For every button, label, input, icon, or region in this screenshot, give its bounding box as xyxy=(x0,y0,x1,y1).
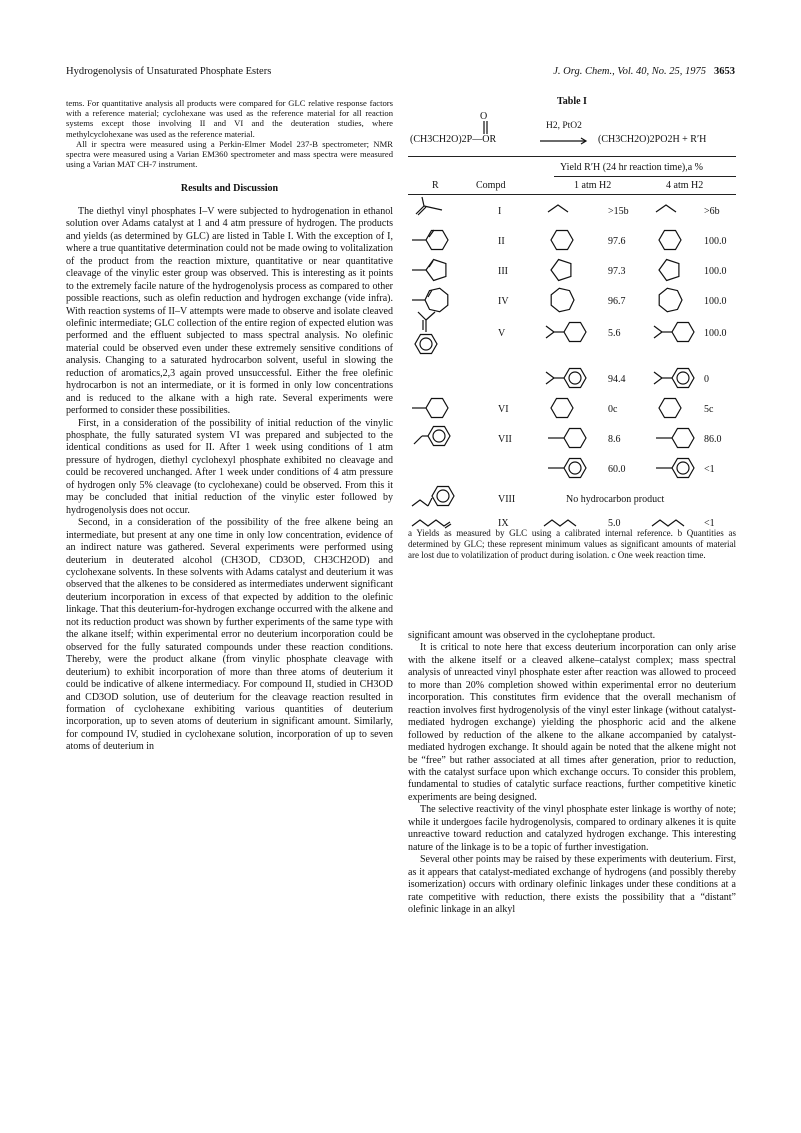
header-1atm: 1 atm H2 xyxy=(574,180,612,191)
right-column xyxy=(408,630,736,916)
compd-label: V xyxy=(498,328,506,339)
yield-1atm: 5.0 xyxy=(608,518,621,529)
cycloheptenyl-icon xyxy=(412,286,456,316)
cyclohexane-icon xyxy=(544,226,588,256)
cumene-icon xyxy=(652,364,696,394)
yield-4atm: 100.0 xyxy=(704,296,727,307)
compd-label: II xyxy=(498,236,505,247)
compd-label: IX xyxy=(498,518,509,529)
intro-paragraph: tems. For quantitative analysis all products were compared for GLC relative response factors with a reference material; cyclohexane was used as the reference material for all reaction systems except those involving II and VI and the deuteration studies, where methylcyclohexane was used as the reference material. xyxy=(66,98,393,139)
table-title: Table I xyxy=(557,96,587,107)
yield-4atm: 100.0 xyxy=(704,328,727,339)
running-title: Hydrogenolysis of Unsaturated Phosphate Esters xyxy=(66,66,272,77)
table-body xyxy=(408,192,736,529)
yield-1atm: 0c xyxy=(608,404,618,415)
yield-1atm: 60.0 xyxy=(608,464,626,475)
products-formula: (CH3CH2O)2PO2H + R′H xyxy=(598,134,707,145)
yield-4atm: 100.0 xyxy=(704,236,727,247)
yield-1atm: 97.6 xyxy=(608,236,626,247)
cyclohexane-icon xyxy=(652,226,696,256)
yield-4atm: >6b xyxy=(704,206,720,217)
methylcyclohexane-icon xyxy=(652,424,696,454)
phosphoryl-oxygen-icon xyxy=(478,110,498,136)
svg-text:O: O xyxy=(480,111,488,122)
header-compd: Compd xyxy=(476,180,506,191)
body-paragraph: Second, in a consideration of the possibility of the free alkene being an intermediate, but present at any one time in only low concentration, evidence of an indirect nature was gathered. Several experiments were performed using deuterium in deuterated alcohol (CH3OD, CD3OD, CH3CH2OD) and cyclohexane solvents. In these solvents with Adams catalyst and deuterium it was observed that the alkenes to be considered as intermediates underwent significant deuterium incorporation in excess of that expected by addition to the olefinic linkage. That this deuterium-for-hydrogen exchange occurred with the alkene and not its reduction product was shown by further experiments of the same type with the alkane itself; within experimental error no deuterium incorporation could be observed for the fully saturated compounds under these reaction conditions. Thereby, were the product alkane (from vinylic phosphate cleavage with deuterium) to exhibit incorporation of more than three atoms of deuterium it could be indicative of alkene intermediacy. For compound II, studied in CH3OD and CD3OD solution, use of deuterium for the cleavage reaction resulted in formation of cyclohexane exhibiting various quantities of deuterium incorporation, up to seven atoms of deuterium in significant amount. Similarly, for compound IV, studied in cyclohexane solution, incorporation of up to seven atoms of deuterium in xyxy=(66,517,393,753)
body-paragraph: Several other points may be raised by these experiments with deuterium. First, as it appears that catalyst-mediated exchange of hydrogens (and possibly thereby isomerization) occurs with ordinary olefinic linkages under these conditions at a rate competitive with reduction, there exists the possibility that a “distant” olefinic linkage in an alkyl xyxy=(408,854,736,915)
yield-4atm: <1 xyxy=(704,464,715,475)
journal-citation xyxy=(553,66,735,77)
yield-1atm: 96.7 xyxy=(608,296,626,307)
cycloheptane-icon xyxy=(544,286,588,316)
reaction-scheme xyxy=(408,110,736,156)
header-4atm: 4 atm H2 xyxy=(666,180,704,191)
cyclopentenyl-icon xyxy=(412,256,456,286)
cyclohexane-icon xyxy=(652,394,696,424)
yield-4atm: 100.0 xyxy=(704,266,727,277)
yield-4atm: 5c xyxy=(704,404,714,415)
compd-label: III xyxy=(498,266,508,277)
table-row xyxy=(408,290,736,320)
propane-icon xyxy=(652,196,696,226)
isopropenyl-icon xyxy=(412,196,456,226)
header-yield: Yield R′H (24 hr reaction time),a % xyxy=(560,162,703,173)
left-column xyxy=(66,98,393,754)
toluene-icon xyxy=(652,454,696,484)
table-header xyxy=(408,156,736,192)
yield-4atm: <1 xyxy=(704,518,715,529)
table-footnote: a Yields as measured by GLC using a calibrated internal reference. b Quantities as determined by GLC; these represent minimum values as significant amounts of material are lost due to volatilization of product during isolation. c One week reaction time. xyxy=(408,528,736,560)
cyclohexyl-icon xyxy=(412,394,456,424)
isopropylcyclohexane-icon xyxy=(652,318,696,348)
table-1 xyxy=(408,96,736,529)
compd-label: IV xyxy=(498,296,509,307)
cyclohexane-icon xyxy=(544,394,588,424)
row-note: No hydrocarbon product xyxy=(566,494,665,505)
reagents: H2, PtO2 xyxy=(546,121,582,131)
propane-icon xyxy=(544,196,588,226)
yield-1atm: 97.3 xyxy=(608,266,626,277)
yield-1atm: >15b xyxy=(608,206,629,217)
page-number: 3653 xyxy=(714,66,735,77)
journal-name: J. Org. Chem., Vol. 40, No. 25, 1975 xyxy=(553,66,706,77)
yield-1atm: 94.4 xyxy=(608,374,626,385)
body-paragraph: significant amount was observed in the cycloheptane product. xyxy=(408,630,656,641)
section-heading: Results and Discussion xyxy=(180,183,279,195)
compd-label: VII xyxy=(498,434,512,445)
phenylpropenyl-icon xyxy=(412,318,456,348)
cyclopentane-icon xyxy=(652,256,696,286)
header-r: R xyxy=(432,180,439,191)
methylcyclohexane-icon xyxy=(544,424,588,454)
body-paragraph: It is critical to note here that excess deuterium incorporation can only arise with the alkene itself or a cleaved alkene–catalyst complex; mass spectral analysis of unreacted vinyl phosphate ester after reaction was allowed to proceed to more than 20% completion showed within experimental error no deuterium incorporation. This constitutes firm evidence that the overall mechanism of reaction involves first hydrogenolysis of the vinyl ester linkage (without catalyst-mediated hydrogen exchange) yielding the phosphoric acid and the alkene followed by reduction of the alkene to the alkane accompanied by catalyst-mediated hydrogen exchange. It should again be noted that the alkene might not be “free” but rather associated at all times after generation, prior to reduction, with the catalyst surface upon which exchange occurs. To consider this problem, fundamental to studies of catalytic surface reactions, further competitive kinetic experiments are being designed. xyxy=(408,642,736,803)
reactant-formula: (CH3CH2O)2P—OR xyxy=(410,134,497,145)
cyclohexenyl-icon xyxy=(412,226,456,256)
yield-4atm: 0 xyxy=(704,374,709,385)
table-row xyxy=(408,458,736,488)
benzylidene-icon xyxy=(412,424,456,454)
cyclopentane-icon xyxy=(544,256,588,286)
compd-label: VIII xyxy=(498,494,516,505)
body-paragraph: The selective reactivity of the vinyl phosphate ester linkage is worthy of note; while it undergoes facile hydrogenolysis, compared to ordinary alkenes it is quite unreactive toward reduction and catalyzed hydrogen exchange. This interesting nature of the linkage is to be a topic of further investigation. xyxy=(408,804,736,853)
toluene-icon xyxy=(544,454,588,484)
table-row xyxy=(408,322,736,352)
reaction-arrow-icon xyxy=(540,137,590,145)
experimental-tail xyxy=(66,98,393,169)
running-header xyxy=(66,66,735,80)
instrument-paragraph: All ir spectra were measured using a Perkin-Elmer Model 237-B spectrometer; NMR spectra were measured using a Varian EM360 spectrometer and mass spectra were measured using a Varian MAT CH-7 instrument. xyxy=(66,138,393,170)
body-paragraph: First, in a consideration of the possibility of initial reduction of the vinylic phosphate, the fully saturated system VI was prepared and subjected to the identical conditions as used for II. After 1 week using conditions of 1 atm pressure of hydrogen, diethyl cyclohexyl phosphate exhibited no cleavage and could be recovered unchanged. After 1 week under conditions of 4 atm pressure of hydrogen only 5% cleavage (to cyclohexane) could be observed. From this it may be concluded that initial reduction of the vinylic ester followed by hydrogenolysis does not occur. xyxy=(66,417,393,516)
compd-label: I xyxy=(498,206,502,217)
cumene-icon xyxy=(544,364,588,394)
yield-1atm: 8.6 xyxy=(608,434,621,445)
compd-label: VI xyxy=(498,404,509,415)
body-paragraph: The diethyl vinyl phosphates I–V were subjected to hydrogenation in ethanol solution over Adams catalyst at 1 and 4 atm pressure of hydrogen. The products and yields (as determined by GLC) are listed in Table I. With the exception of I, where a true quantitative determination could not be made owing to volitalization of the product from the reaction mixture, quantitative or near quantitative cleavage of the vinylic ester group was observed. This is interesting as it points to the extremely facile nature of the hydrogenolysis process as compared to other possible reactions, such as olefin reduction and hydrogen exchange (vide infra). With reaction systems of II–V attempts were made to observe and isolate cleaved olefinic intermediate; GLC collection of the entire region of expected elution was performed and the effluent subjected to mass spectral analysis. No olefinic material could be observed even under these extremely sensitive conditions of analysis. Changing to a saturated hydrocarbon solvent, useful in slowing the reduction of aromatics,2,3 again proved unsuccessful. Either the free olefinic hydrocarbon is not an intermediate, or it is formed in only low concentrations and is reduced to the alkane with a high rate. Several experiments were performed to consider these possibilities. xyxy=(66,205,393,417)
yield-1atm: 5.6 xyxy=(608,328,621,339)
yield-4atm: 86.0 xyxy=(704,434,722,445)
isopropylcyclohexane-icon xyxy=(544,318,588,348)
header-subrule xyxy=(554,176,736,177)
cycloheptane-icon xyxy=(652,286,696,316)
